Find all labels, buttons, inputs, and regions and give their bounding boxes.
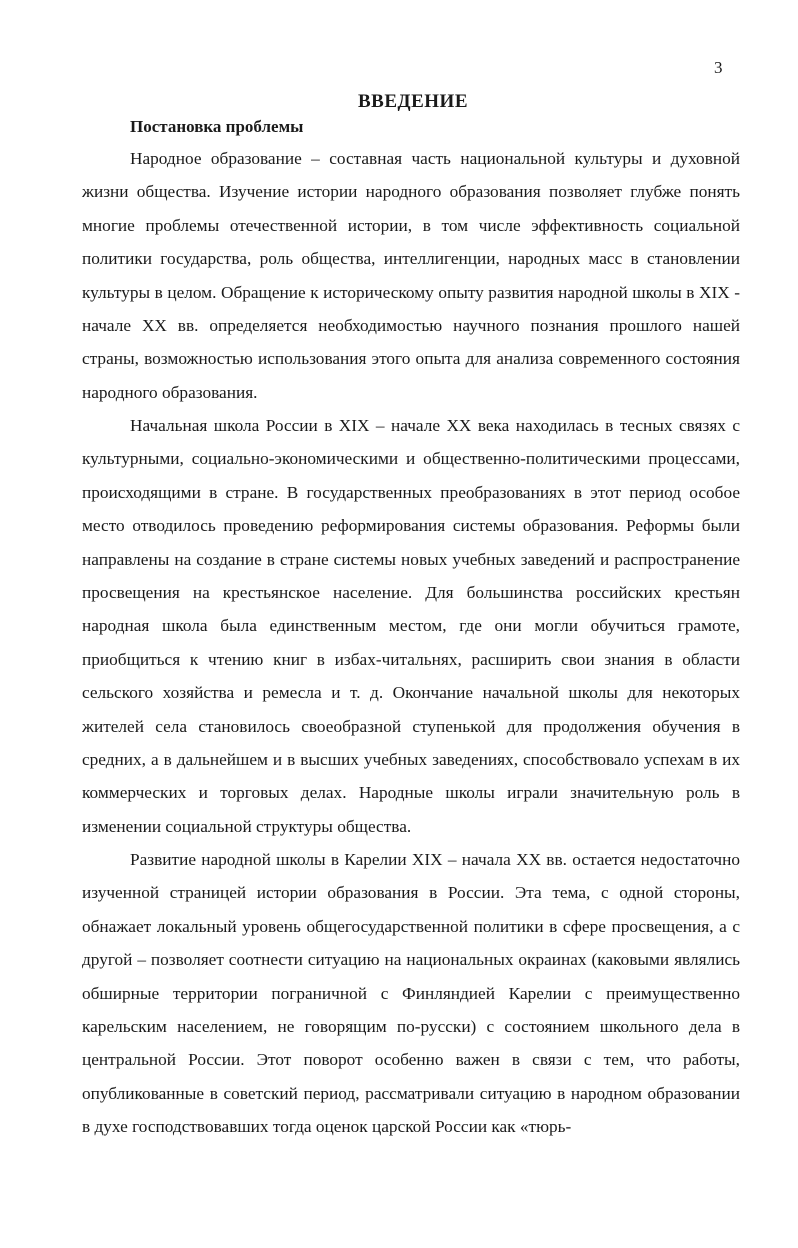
- section-subtitle: Постановка проблемы: [130, 117, 304, 136]
- paragraph-text: Развитие народной школы в Карелии XIX – начала XX вв. остается недостаточно изученной страницей истории образования в России. Эта тема, с одной стороны, обнажает локальный уровень общегосударственной политики в сфере просвещения, а с другой – позволяет соотнести ситуацию на национальных окраинах (каковыми являлись обширные территории пограничной с Финляндией Карелии с преимущественно карельским населением, не говорящим по-русски) с состоянием школьного дела в центральной России. Этот поворот особенно важен в связи с тем, что работы, опубликованные в советский период, рассматривали ситуацию в народном образовании в духе господствовавших тогда оценок царской России как «тюрь-: [82, 850, 740, 1137]
- paragraph-1: [82, 142, 740, 409]
- paragraph-3: [82, 843, 740, 1144]
- page-number: 3: [714, 58, 723, 77]
- page-title: ВВЕДЕНИЕ: [358, 91, 468, 112]
- paragraph-text: Народное образование – составная часть национальной культуры и духовной жизни общества. Изучение истории народного образования позволяет глубже понять многие проблемы отечественной истории, в том числе эффективность социальной политики государства, роль общества, интеллигенции, народных масс в становлении культуры в целом. Обращение к историческому опыту развития народной школы в XIX - начале XX вв. определяется необходимостью научного познания прошлого нашей страны, возможностью использования этого опыта для анализа современного состояния народного образования.: [82, 149, 740, 402]
- paragraph-text: Начальная школа России в XIX – начале XX века находилась в тесных связях с культурными, социально-экономическими и общественно-политическими процессами, происходящими в стране. В государственных преобразованиях в этот период особое место отводилось проведению реформирования системы образования. Реформы были направлены на создание в стране системы новых учебных заведений и распространение просвещения на крестьянское население. Для большинства российских крестьян народная школа была единственным местом, где они могли обучиться грамоте, приобщиться к чтению книг в избах-читальнях, расширить свои знания в области сельского хозяйства и ремесла и т. д. Окончание начальной школы для некоторых жителей села становилось своеобразной ступенькой для продолжения обучения в средних, а в дальнейшем и в высших учебных заведениях, способствовало успехам в их коммерческих и торговых делах. Народные школы играли значительную роль в изменении социальной структуры общества.: [82, 416, 740, 836]
- paragraph-2: [82, 409, 740, 843]
